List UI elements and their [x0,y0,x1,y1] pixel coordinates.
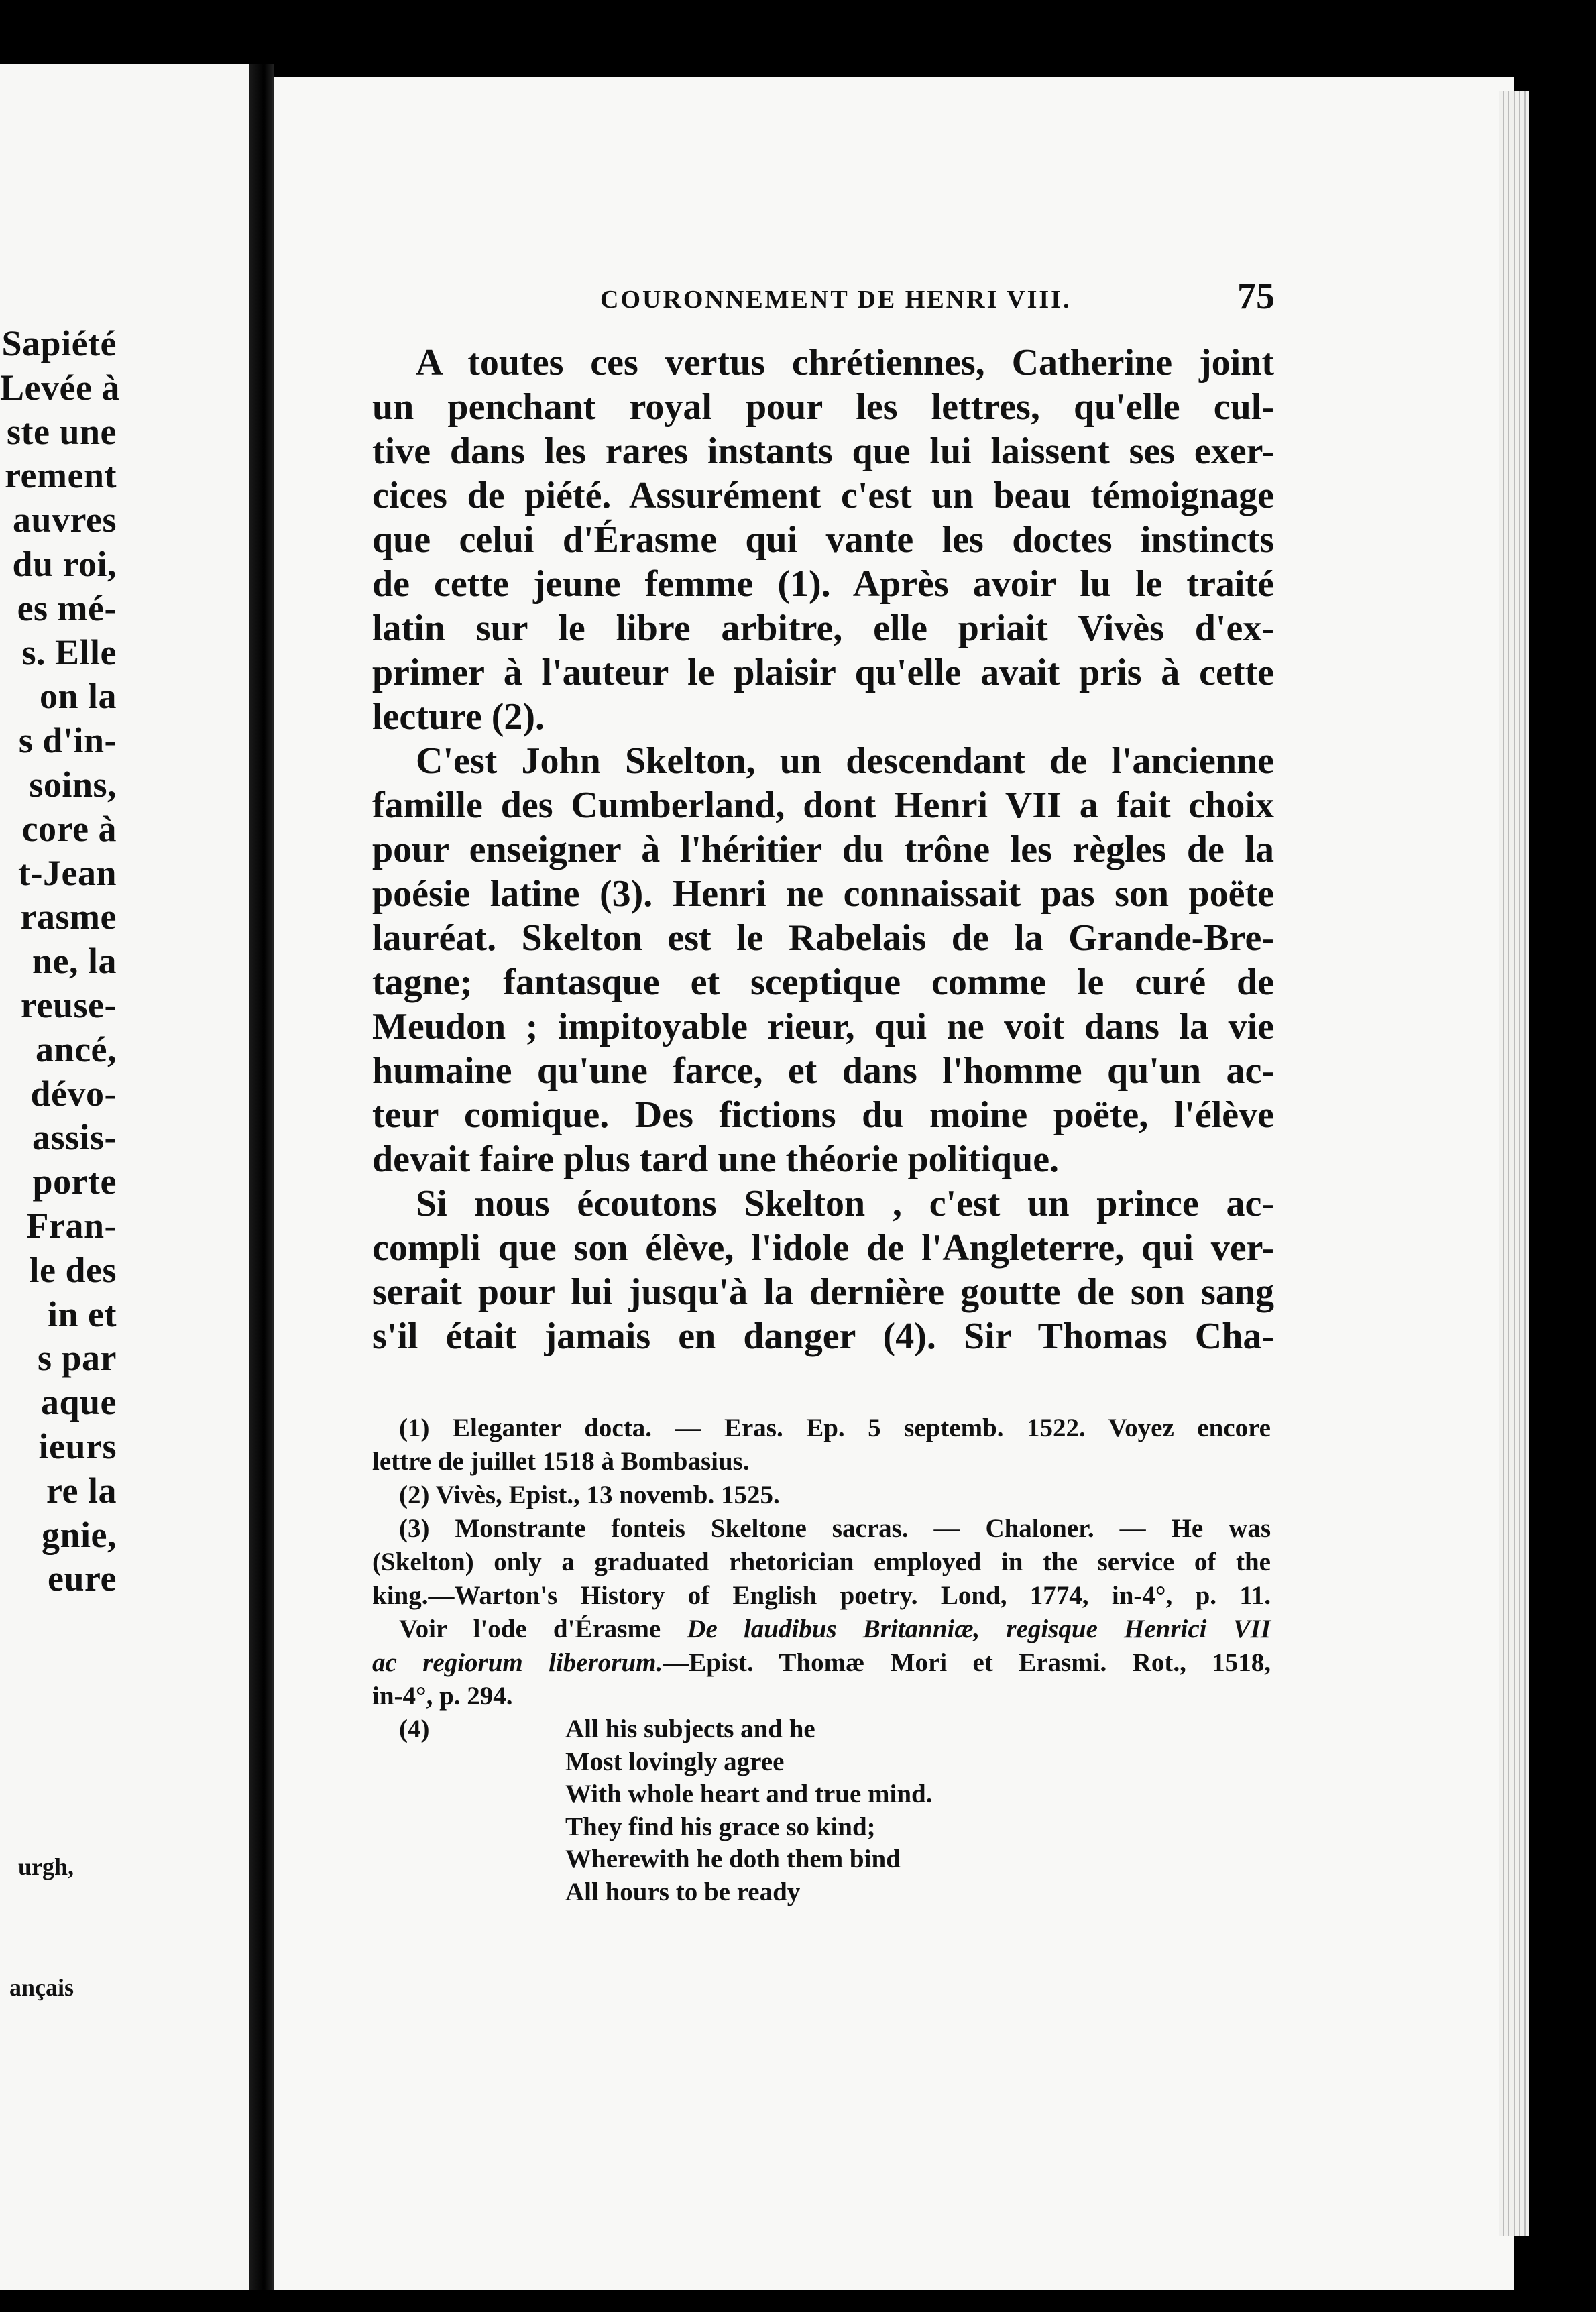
previous-page-line [0,1336,249,1381]
text-line: famille des Cumberland, dont Henri VII a fait choix [372,785,1274,826]
previous-page-line [0,1381,249,1425]
previous-page-line [0,1249,249,1293]
previous-page-line [0,1116,249,1160]
footnote-line: (2) Vivès, Epist., 13 novemb. 1525. [399,1481,780,1509]
verse-line: Most lovingly agree [565,1747,785,1776]
previous-page-line-text: aque [40,1382,117,1423]
previous-page [0,64,249,2290]
text-line: serait pour lui jusqu'à la dernière goutte de son sang [372,1271,1274,1313]
previous-page-line [0,984,249,1028]
text-line: Si nous écoutons Skelton , c'est un prince ac- [416,1183,1274,1224]
previous-page-footnote-fragment: ançais [9,1974,74,2001]
previous-page-line-text: Sapiété [1,323,117,363]
previous-page-line [0,852,249,896]
verse-line: They find his grace so kind; [565,1812,876,1841]
previous-page-line-text: soins, [29,764,117,805]
verse-row [372,1811,1043,1844]
text-line: compli que son élève, l'idole de l'Angleterre, qui ver- [372,1227,1274,1269]
previous-page-line-text: Levée à [0,367,120,408]
previous-page-line [0,1469,249,1513]
previous-page-line-text: ancé, [36,1029,117,1070]
text-line: poésie latine (3). Henri ne connaissait pas son poëte [372,873,1274,915]
previous-page-line-text: auvres [12,500,117,540]
verse-note-number: (4) [399,1715,430,1743]
footnote-line: king.—Warton's History of English poetry. Lond, 1774, in-4°, p. 11. [372,1581,1271,1610]
previous-page-line [0,1160,249,1204]
previous-page-line [0,1072,249,1116]
text-line: cices de piété. Assurément c'est un beau témoignage [372,475,1274,516]
verse-row [372,1713,1043,1746]
previous-page-line [0,939,249,984]
verse-line: With whole heart and true mind. [565,1780,933,1808]
previous-page-line [0,1028,249,1072]
running-title: COURONNEMENT DE HENRI VIII. [600,286,1072,314]
verse-row [372,1746,1043,1779]
previous-page-line [0,719,249,763]
previous-page-line-text: rasme [20,897,117,937]
footnote-text: —Epist. Thomæ Mori et Erasmi. Rot., 1518, [663,1648,1271,1677]
previous-page-line [0,542,249,587]
verse-line: All hours to be ready [565,1877,801,1906]
footnote-line [372,1613,1271,1646]
previous-page-line [0,498,249,542]
footnote-line: (3) Monstrante fonteis Skeltone sacras. — Chaloner. — He was [399,1514,1271,1543]
previous-page-line-text: assis- [32,1117,117,1158]
text-line: s'il était jamais en danger (4). Sir Thomas Cha- [372,1316,1274,1357]
verse-line: All his subjects and he [565,1715,815,1743]
previous-page-line [0,675,249,719]
text-line: que celui d'Érasme qui vante les doctes instincts [372,519,1274,561]
previous-page-line [0,454,249,498]
previous-page-line-text: s. Elle [21,632,117,673]
previous-page-line [0,587,249,631]
previous-page-line [0,1293,249,1337]
footnotes [372,1411,1271,1713]
text-line: de cette jeune femme (1). Après avoir lu le traité [372,563,1274,605]
page-edges [1499,91,1529,2236]
text-line: tive dans les rares instants que lui laissent ses exer- [372,430,1274,472]
previous-page-line [0,410,249,455]
previous-page-line-text: du roi, [12,543,117,584]
previous-page-footnote-fragment: urgh, [17,1853,74,1880]
previous-page-line [0,1425,249,1469]
previous-page-line-text: ne, la [32,941,117,982]
footnote-line: (1) Eleganter docta. — Eras. Ep. 5 septemb. 1522. Voyez encore [399,1413,1271,1442]
previous-page-line [0,631,249,675]
previous-page-line-text: gnie, [41,1514,117,1555]
text-line: un penchant royal pour les lettres, qu'elle cul- [372,386,1274,428]
verse-line: Wherewith he doth them bind [565,1845,901,1873]
previous-page-line-text: s d'in- [18,720,117,761]
previous-page-line [0,1513,249,1558]
previous-page-line [0,1557,249,1601]
text-line: Meudon ; impitoyable rieur, qui ne voit dans la vie [372,1006,1274,1047]
text-line: C'est John Skelton, un descendant de l'ancienne [416,740,1274,782]
footnote-line [372,1646,1271,1680]
previous-page-line [0,763,249,807]
text-line: devait faire plus tard une théorie politique. [372,1139,1060,1180]
text-line: lauréat. Skelton est le Rabelais de la Grande-Bre- [372,917,1274,959]
verse-row [372,1876,1043,1909]
previous-page-line-text: reuse- [21,984,117,1025]
text-line: pour enseigner à l'héritier du trône les règles de la [372,829,1274,870]
previous-page-line [0,366,249,410]
text-line: primer à l'auteur le plaisir qu'elle avait pris à cette [372,652,1274,693]
book-gutter [249,64,274,2290]
previous-page-line-text: ieurs [38,1426,117,1466]
footnote-title-italic: De laudibus Britanniæ, regisque Henrici VII [687,1615,1271,1643]
footnote-line: lettre de juillet 1518 à Bombasius. [372,1447,750,1476]
previous-page-line-text: t-Jean [18,852,117,893]
verse-row [372,1778,1043,1811]
previous-page-line [0,895,249,939]
body-text [372,341,1274,1359]
previous-page-line [0,807,249,852]
text-line: latin sur le libre arbitre, elle priait Vivès d'ex- [372,608,1274,649]
previous-page-line-text: re la [46,1470,117,1511]
previous-page-line-text: ste une [7,411,117,452]
previous-page-line-text: le des [29,1249,117,1290]
text-line: teur comique. Des fictions du moine poëte, l'élève [372,1094,1274,1136]
text-line: humaine qu'une farce, et dans l'homme qu'un ac- [372,1050,1274,1092]
text-line: A toutes ces vertus chrétiennes, Catherine joint [416,342,1274,384]
previous-page-line-text: Fran- [26,1205,117,1246]
previous-page-line-text: porte [32,1161,117,1202]
page-number: 75 [1237,276,1275,317]
previous-page-line-text: es mé- [17,587,117,628]
previous-page-line [0,1204,249,1249]
footnote-line: (Skelton) only a graduated rhetorician employed in the service of the [372,1548,1271,1576]
text-line: tagne; fantasque et sceptique comme le curé de [372,962,1274,1003]
previous-page-line-text: dévo- [30,1073,117,1114]
previous-page-text [0,322,249,1601]
footnote-verse [372,1713,1043,1908]
previous-page-line-text: eure [48,1558,117,1599]
previous-page-line-text: rement [5,455,117,496]
footnote-line: in-4°, p. 294. [372,1682,513,1711]
previous-page-line-text: on la [39,676,117,717]
footnote-text: Voir l'ode d'Érasme [399,1615,661,1643]
previous-page-line-text: core à [21,808,117,849]
verse-row [372,1843,1043,1876]
previous-page-line-text: in et [48,1293,117,1334]
footnote-title-italic: ac regiorum liberorum. [372,1648,663,1677]
text-line: lecture (2). [372,696,545,738]
previous-page-line-text: s par [37,1338,117,1379]
previous-page-line [0,322,249,366]
